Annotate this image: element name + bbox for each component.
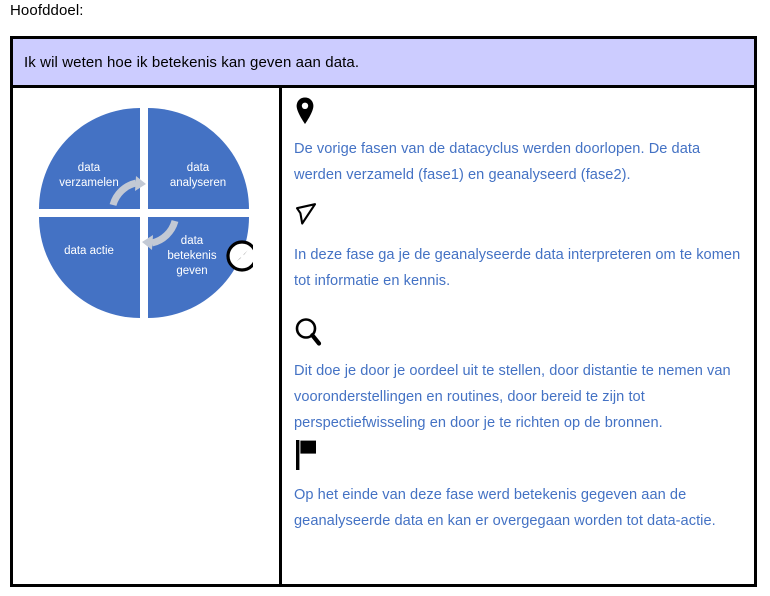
explanation-text: Op het einde van deze fase werd betekenis gegeven aan de geanalyseerde data en kan er overgegaan worden tot data-actie. bbox=[294, 487, 716, 529]
map-pin-icon bbox=[294, 96, 746, 130]
wheel-quadrants bbox=[39, 108, 249, 318]
magnifier-icon bbox=[294, 316, 746, 350]
navigation-arrow-icon bbox=[294, 202, 746, 236]
quadrant-bottom-left bbox=[39, 217, 140, 318]
explanation-cell bbox=[282, 88, 754, 584]
goal-banner bbox=[13, 39, 754, 88]
explanation-block bbox=[294, 188, 746, 294]
explanation-text: In deze fase ga je de geanalyseerde data interpreteren om te komen tot informatie en kennis. bbox=[294, 247, 741, 289]
flag-icon bbox=[294, 438, 746, 472]
quadrant-label-bottom-right-line1: data bbox=[180, 235, 204, 247]
explanation-text: De vorige fasen van de datacyclus werden doorlopen. De data werden verzameld (fase1) en geanalyseerd (fase2). bbox=[294, 141, 701, 183]
quadrant-label-top-right-line2: analyseren bbox=[169, 177, 227, 189]
explanation-block bbox=[294, 88, 746, 188]
quadrant-label-top-left-line1: data bbox=[77, 162, 101, 174]
diagram-cell bbox=[13, 88, 282, 584]
datacyclus-wheel bbox=[35, 104, 253, 322]
quadrant-label-top-left-line2: verzamelen bbox=[59, 177, 119, 189]
page-title: Hoofddoel: bbox=[10, 2, 84, 19]
explanation-block bbox=[294, 436, 746, 534]
compass-icon bbox=[228, 242, 253, 270]
quadrant-label-top-right-line1: data bbox=[186, 162, 210, 174]
explanation-text: Dit doe je door je oordeel uit te stellen, door distantie te nemen van vooronderstellingen en routines, door bereid te zijn tot perspectiefwisseling en door je te richten op de bronnen. bbox=[294, 363, 731, 431]
quadrant-top-left bbox=[39, 108, 140, 209]
explanation-blocks bbox=[294, 88, 746, 534]
explanation-block bbox=[294, 294, 746, 436]
content-row bbox=[13, 88, 754, 584]
content-table bbox=[10, 36, 757, 587]
quadrant-top-right bbox=[148, 108, 249, 209]
quadrant-label-bottom-right-line3: geven bbox=[176, 265, 208, 277]
quadrant-label-bottom-right-line2: betekenis bbox=[167, 250, 217, 262]
quadrant-label-bottom-left-line1: data actie bbox=[64, 245, 114, 257]
goal-banner-text: Ik wil weten hoe ik betekenis kan geven aan data. bbox=[24, 53, 360, 71]
